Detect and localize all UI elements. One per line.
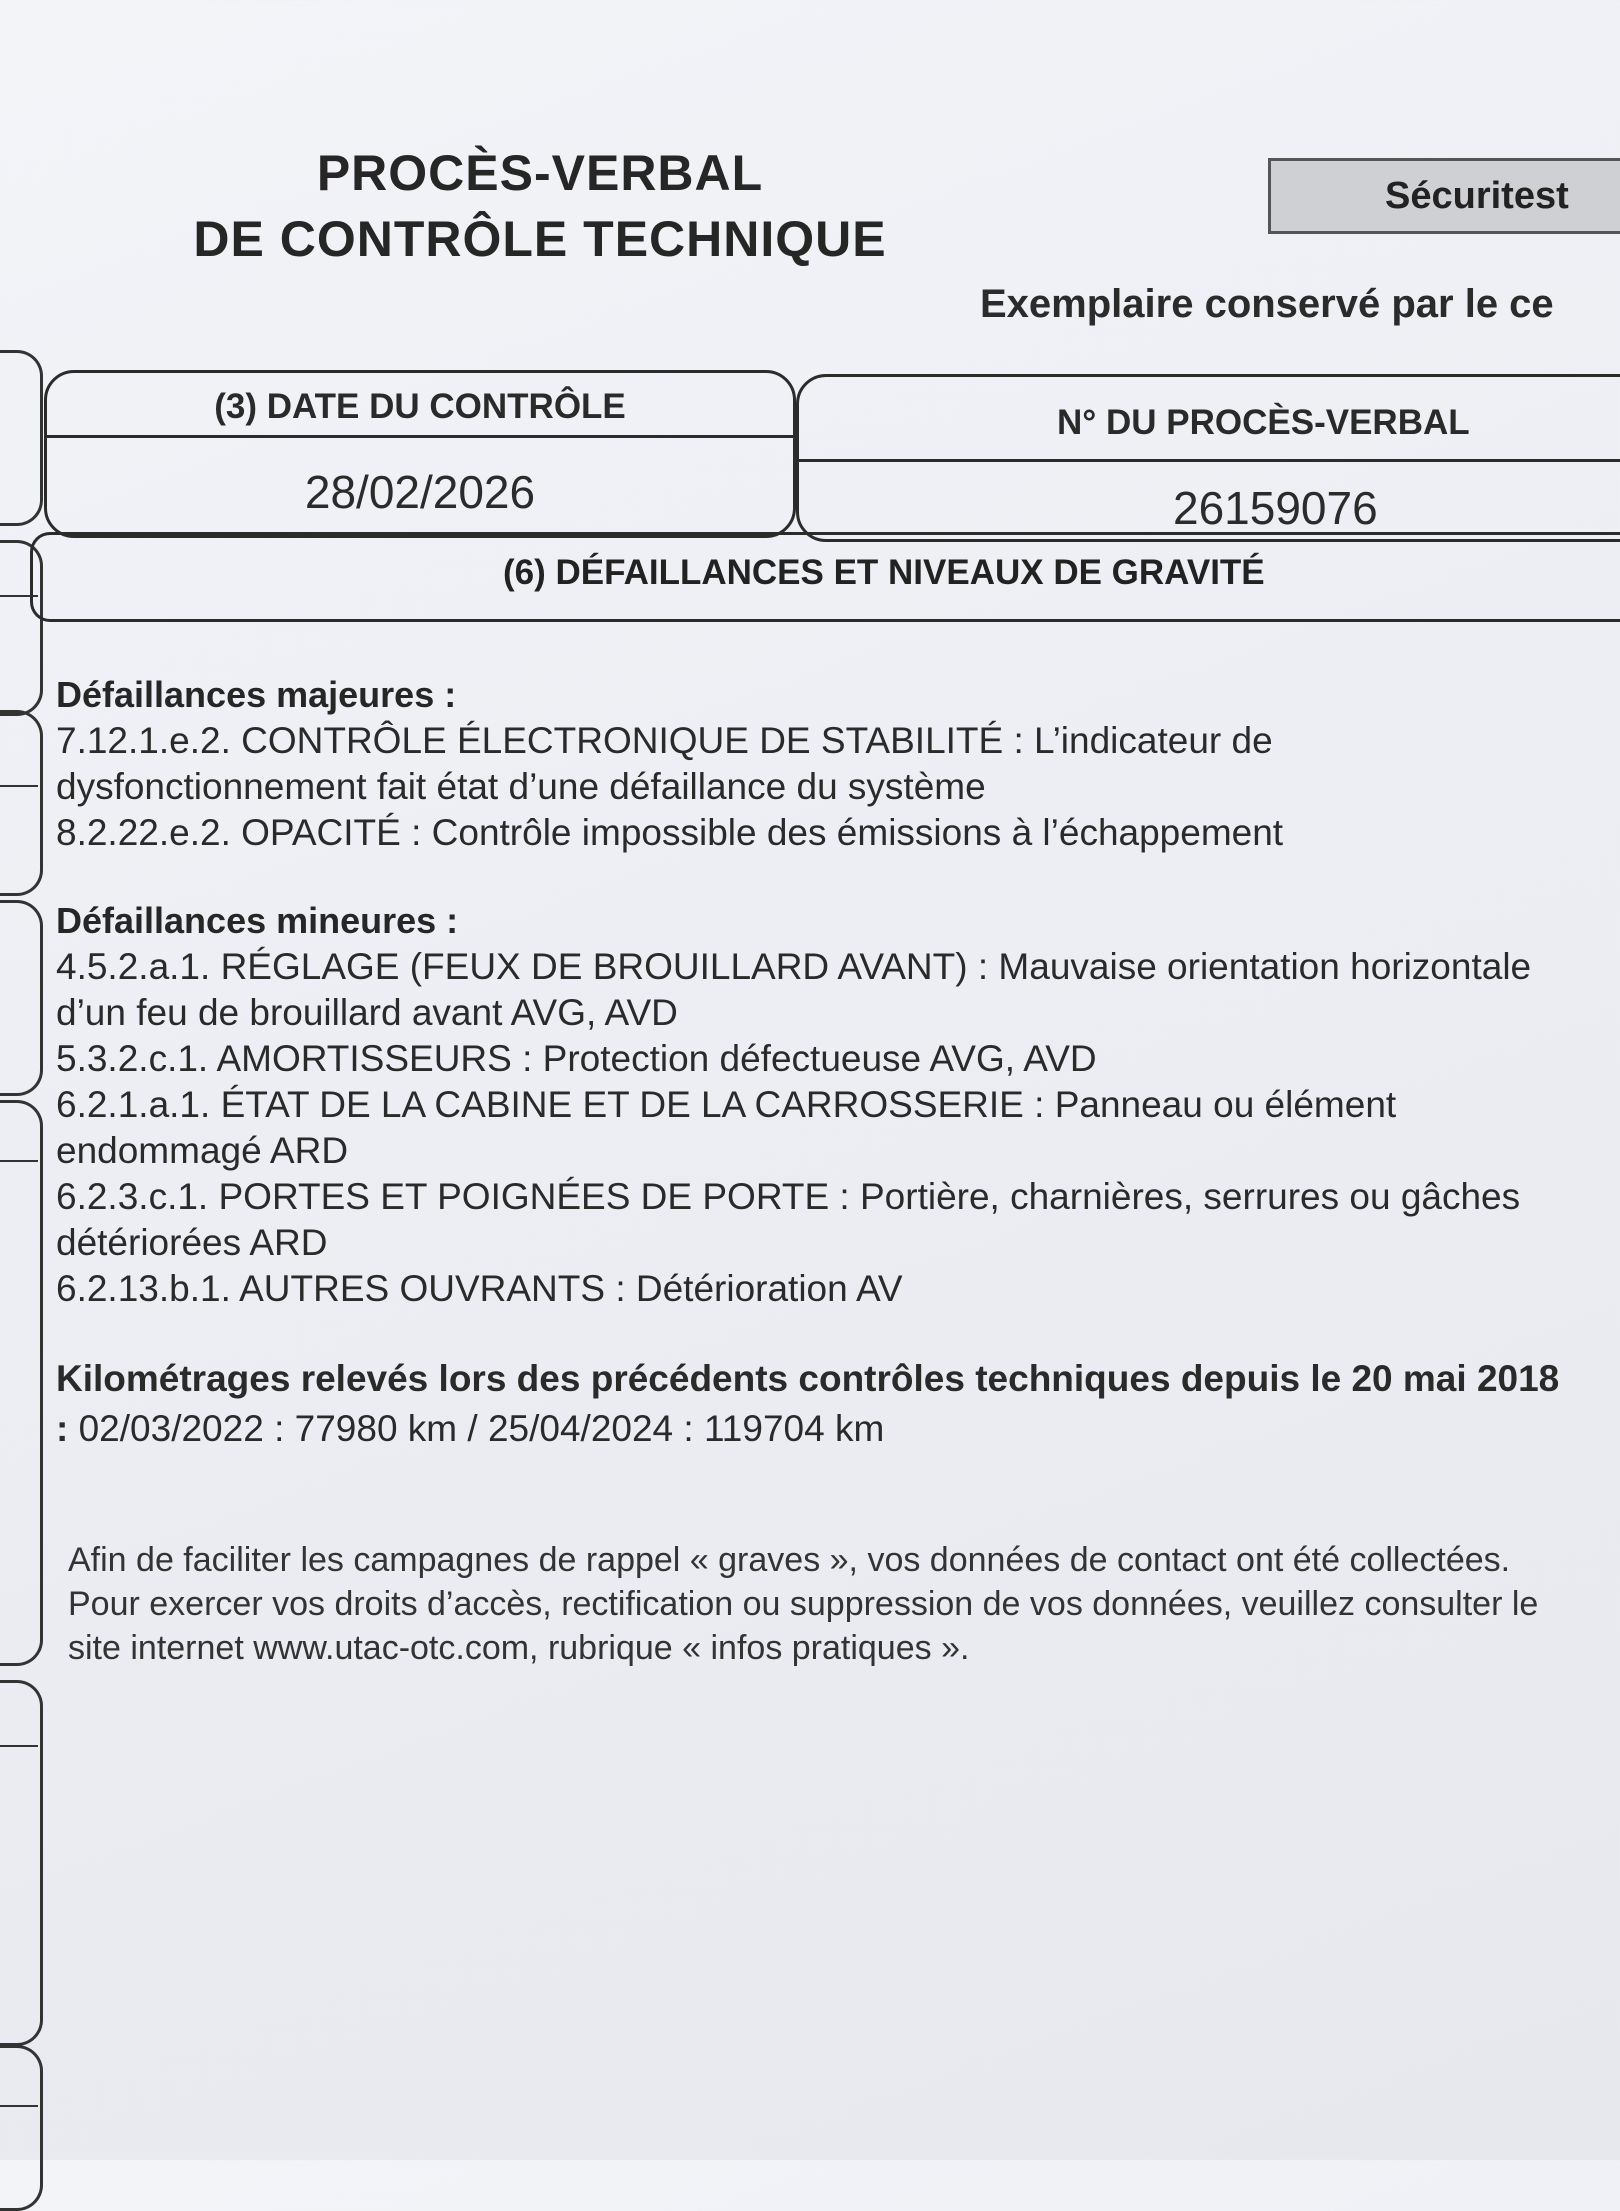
box-divider (799, 459, 1620, 462)
defect-item: 7.12.1.e.2. CONTRÔLE ÉLECTRONIQUE DE STABILITÉ : L’indicateur de dysfonctionnement fait état d’une défaillance du système (56, 720, 1273, 807)
margin-tab (0, 710, 43, 896)
defect-item: 6.2.1.a.1. ÉTAT DE LA CABINE ET DE LA CARROSSERIE : Panneau ou élément endommagé ARD (56, 1084, 1397, 1171)
defect-item: 8.2.22.e.2. OPACITÉ : Contrôle impossible des émissions à l’échappement (56, 812, 1284, 853)
mileage-values: 02/03/2022 : 77980 km / 25/04/2024 : 119704 km (78, 1408, 885, 1449)
title-line-1: PROCÈS-VERBAL (316, 145, 764, 201)
mileage-heading: Kilométrages relevés lors des précédents contrôles techniques depuis le 20 mai 2018 : (56, 1358, 1560, 1449)
margin-tab (0, 2045, 43, 2211)
margin-tab (0, 1100, 43, 1666)
title-line-2: DE CONTRÔLE TECHNIQUE (193, 211, 887, 267)
margin-tab (0, 900, 43, 1096)
margin-rule (0, 1160, 38, 1162)
defect-item: 5.3.2.c.1. AMORTISSEURS : Protection défectueuse AVG, AVD (56, 1038, 1097, 1079)
defect-item: 6.2.3.c.1. PORTES ET POIGNÉES DE PORTE : Portière, charnières, serrures ou gâches détériorées ARD (56, 1176, 1521, 1263)
brand-label: Sécuritest (1268, 158, 1620, 234)
margin-rule (0, 2105, 38, 2107)
control-date-label: (3) DATE DU CONTRÔLE (214, 387, 626, 426)
report-number-box (796, 374, 1620, 542)
defects-section-label: (6) DÉFAILLANCES ET NIVEAUX DE GRAVITÉ (503, 553, 1265, 592)
defect-item: 4.5.2.a.1. RÉGLAGE (FEUX DE BROUILLARD AVANT) : Mauvaise orientation horizontale d’un feu de brouillard avant AVG, AVD (56, 946, 1532, 1033)
box-divider (47, 435, 793, 438)
margin-rule (0, 785, 38, 787)
document-body (56, 672, 1566, 1670)
control-date-box (44, 370, 796, 538)
control-date-value: 28/02/2026 (304, 466, 536, 518)
defects-section-band (30, 532, 1620, 622)
minor-defects-heading: Défaillances mineures : (56, 900, 459, 941)
privacy-notice: Afin de faciliter les campagnes de rappel « graves », vos données de contact ont été collectées. Pour exercer vos droits d’accès, rectification ou suppression de vos données, veuillez consulter le site internet www.utac-otc.com, rubrique « infos pratiques ». (68, 1541, 1539, 1667)
mileage-history (56, 1354, 1566, 1454)
major-defects-heading: Défaillances majeures : (56, 674, 457, 715)
margin-tab (0, 350, 43, 526)
report-number-label: N° DU PROCÈS-VERBAL (1057, 403, 1470, 442)
defect-item: 6.2.13.b.1. AUTRES OUVRANTS : Détérioration AV (56, 1268, 903, 1309)
document-title (160, 140, 920, 272)
copy-note: Exemplaire conservé par le ce (980, 282, 1554, 326)
margin-tab (0, 1680, 43, 2046)
report-number-value: 26159076 (1173, 482, 1378, 534)
margin-rule (0, 1745, 38, 1747)
